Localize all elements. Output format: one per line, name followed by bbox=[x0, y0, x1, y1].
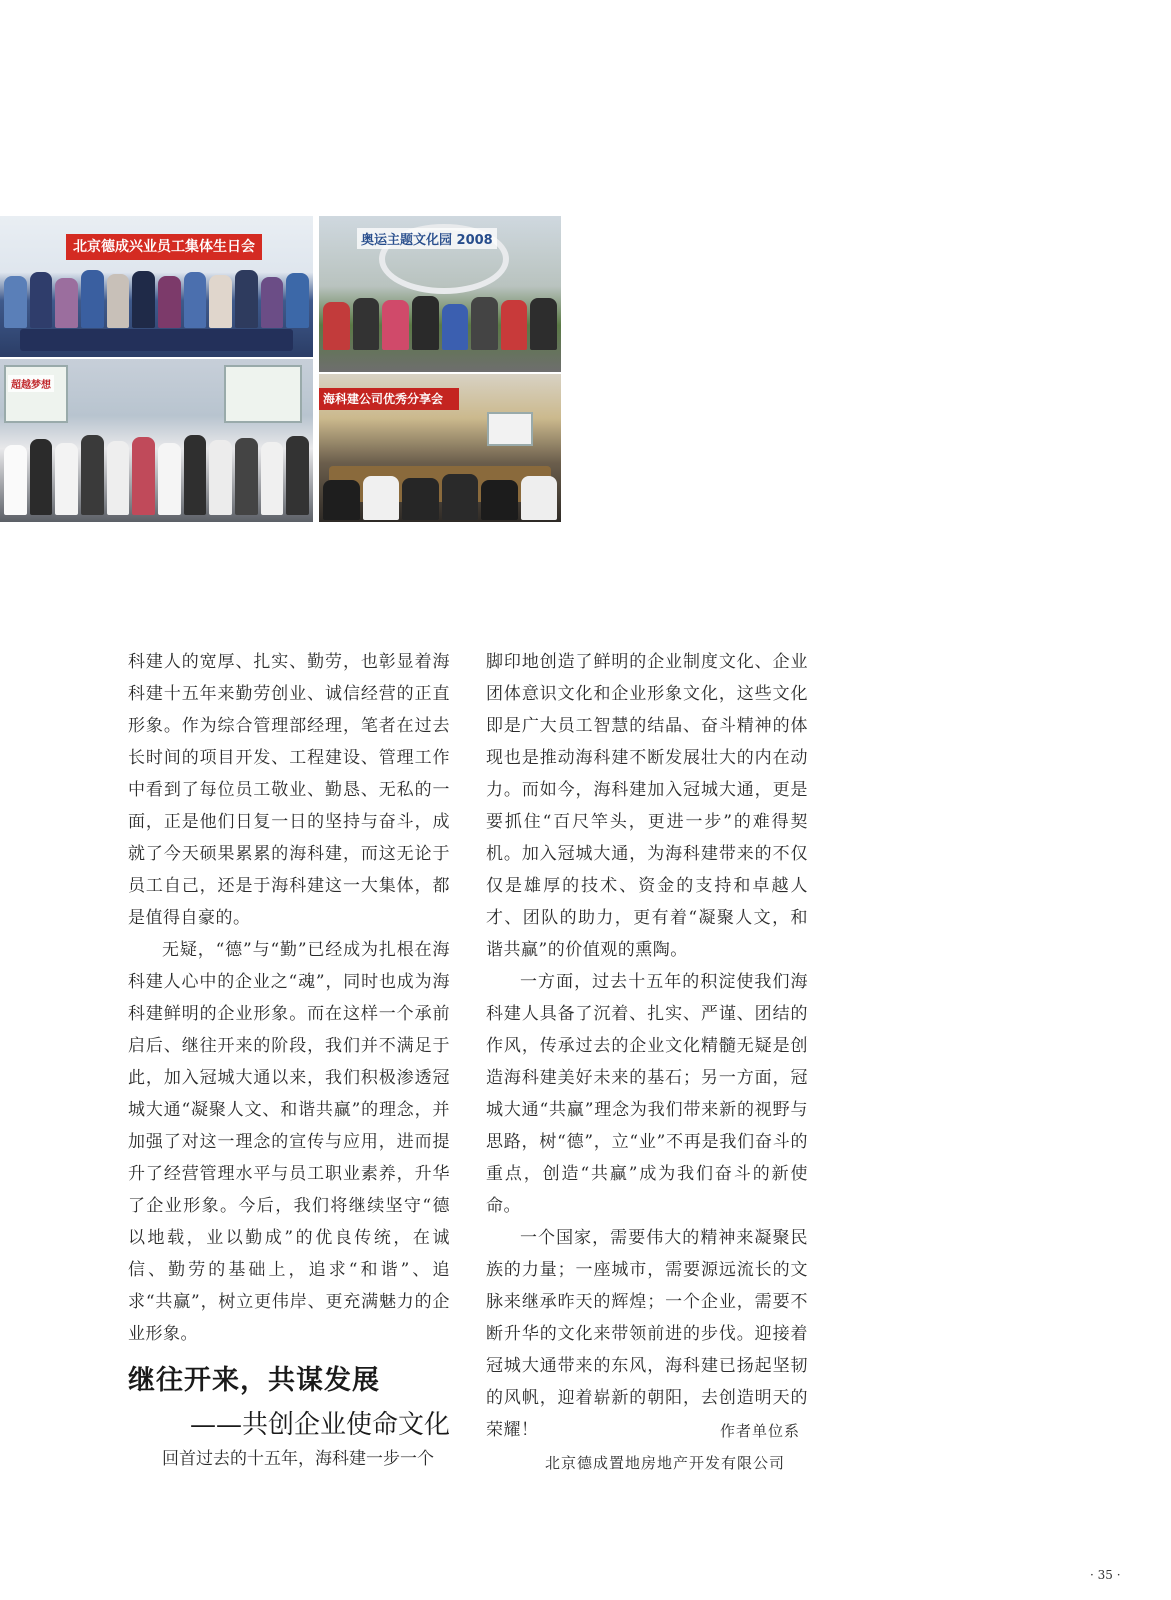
photo-banner-meeting: 海科建公司优秀分享会 bbox=[319, 388, 459, 410]
photo-birthday-party bbox=[0, 216, 313, 357]
paragraph: 一方面，过去十五年的积淀使我们海科建人具备了沉着、扎实、严谨、团结的作风，传承过去的企业文化精髓无疑是创造海科建美好未来的基石；另一方面，冠城大通“共赢”理念为我们带来新的视野与思路，树“德”，立“业”不再是我们奋斗的重点，创造“共赢”成为我们奋斗的新使命。 bbox=[486, 972, 808, 1216]
photo-banner-olympic: 奥运主题文化园 2008 bbox=[357, 228, 497, 249]
photo-screen bbox=[224, 365, 302, 423]
paragraph: 无疑，“德”与“勤”已经成为扎根在海科建人心中的企业之“魂”，同时也成为海科建鲜明的企业形象。而在这样一个承前启后、继往开来的阶段，我们并不满足于此，加入冠城大通以来，我们积极渗透冠城大通“凝聚人文、和谐共赢”的理念，并加强了对这一理念的宣传与应用，进而提升了经营管理水平与员工职业素养，升华了企业形象。今后，我们将继续坚守“德以地载，业以勤成”的优良传统，在诚信、勤劳的基础上，追求“和谐”、追求“共赢”，树立更伟岸、更充满魅力的企业形象。 bbox=[128, 940, 450, 1344]
photo-olympic-park-group bbox=[319, 216, 561, 372]
paragraph: 脚印地创造了鲜明的企业制度文化、企业团体意识文化和企业形象文化，这些文化即是广大员工智慧的结晶、奋斗精神的体现也是推动海科建不断发展壮大的内在动力。而如今，海科建加入冠城大通，更是要抓住“百尺竿头，更进一步”的难得契机。加入冠城大通，为海科建带来的不仅仅是雄厚的技术、资金的支持和卓越人才、团队的助力，更有着“凝聚人文，和谐共赢”的价值观的熏陶。 bbox=[486, 652, 808, 960]
paragraph: 回首过去的十五年，海科建一步一个 bbox=[162, 1449, 434, 1469]
photo-crowd bbox=[323, 290, 557, 350]
text-column-right bbox=[486, 646, 808, 1446]
section-title: 继往开来，共谋发展 bbox=[128, 1365, 380, 1396]
photo-group-celebration bbox=[0, 359, 313, 522]
paragraph: 一个国家，需要伟大的精神来凝聚民族的力量；一座城市，需要源远流长的文脉来继承昨天的辉煌；一个企业，需要不断升华的文化来带领前进的步伐。迎接着冠城大通带来的东风，海科建已扬起坚韧的风帆，迎着崭新的朝阳，去创造明天的荣耀！ bbox=[486, 1228, 808, 1440]
author-affiliation: 北京德成置地房地产开发有限公司 bbox=[545, 1454, 786, 1472]
photo-screen bbox=[4, 365, 68, 423]
photo-banner-dream: 超越梦想 bbox=[8, 375, 54, 392]
photo-crowd bbox=[323, 460, 557, 520]
photo-crowd bbox=[4, 429, 309, 515]
photo-banner-birthday: 北京德成兴业员工集体生日会 bbox=[66, 234, 262, 260]
paragraph: 科建人的宽厚、扎实、勤劳，也彰显着海科建十五年来勤劳创业、诚信经营的正直形象。作为综合管理部经理，笔者在过去长时间的项目开发、工程建设、管理工作中看到了每位员工敬业、勤恳、无私的一面，正是他们日复一日的坚持与奋斗，成就了今天硕果累累的海科建，而这无论于员工自己，还是于海科建这一大集体，都是值得自豪的。 bbox=[128, 652, 450, 928]
page-number: · 35 · bbox=[1090, 1568, 1121, 1582]
author-affiliation-label: 作者单位系 bbox=[720, 1422, 801, 1440]
photo-sharing-meeting bbox=[319, 374, 561, 522]
photo-crowd bbox=[4, 268, 309, 328]
section-subtitle: ——共创企业使命文化 bbox=[189, 1410, 450, 1440]
text-column-left bbox=[128, 646, 450, 1350]
photo-projector-screen bbox=[487, 412, 533, 446]
